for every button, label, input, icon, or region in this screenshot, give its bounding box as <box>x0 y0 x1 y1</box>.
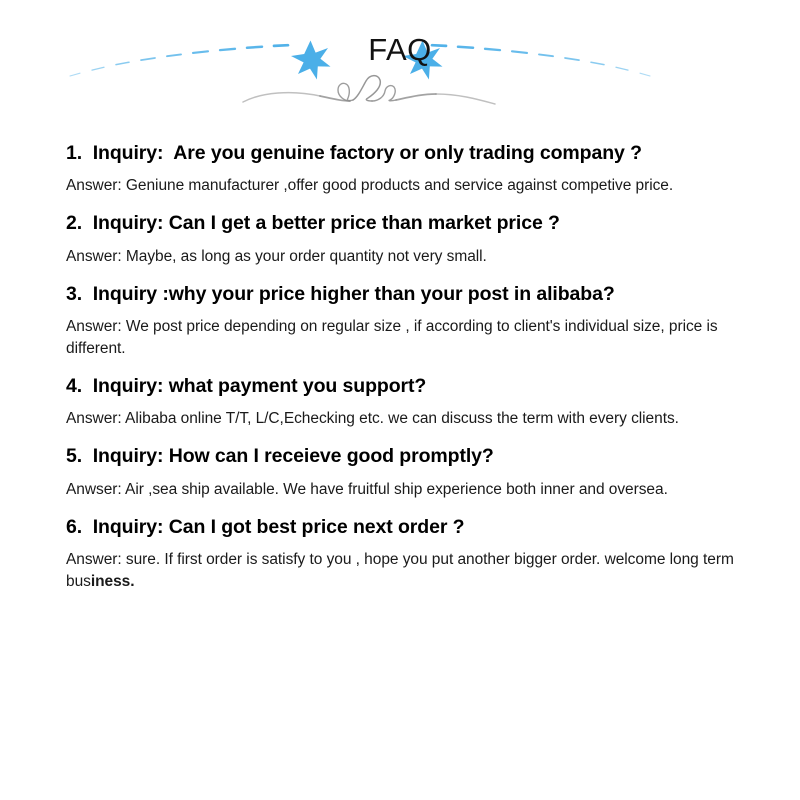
faq-list <box>66 140 756 606</box>
faq-question: 1. Inquiry: Are you genuine factory or only trading company ? <box>66 142 642 164</box>
faq-question: 2. Inquiry: Can I get a better price than market price ? <box>66 212 560 235</box>
faq-answer: Anwser: Air ,sea ship available. We have fruitful ship experience both inner and oversea. <box>66 480 668 498</box>
page-title: FAQ <box>368 32 432 67</box>
calligraphic-flourish-icon <box>243 76 495 104</box>
faq-answer-emphasis: iness. <box>90 572 135 590</box>
faq-header-banner <box>0 0 800 125</box>
faq-answer: Answer: Geniune manufacturer ,offer good products and service against competive price. <box>66 177 674 195</box>
faq-item <box>66 373 756 430</box>
faq-item <box>66 443 756 500</box>
faq-question: 4. Inquiry: what payment you support? <box>66 374 427 397</box>
faq-question: 3. Inquiry :why your price higher than your post in alibaba? <box>66 282 615 305</box>
faq-answer <box>66 549 756 593</box>
faq-item <box>66 281 756 360</box>
faq-answer: Answer: Maybe, as long as your order quantity not very small. <box>66 247 487 265</box>
faq-item <box>66 210 756 267</box>
faq-item <box>66 140 756 197</box>
faq-item <box>66 514 756 593</box>
faq-question: 6. Inquiry: Can I got best price next order ? <box>66 515 465 538</box>
faq-answer: Answer: We post price depending on regular size , if according to client's individual size, price is different. <box>66 317 718 357</box>
faq-question: 5. Inquiry: How can I receieve good promptly? <box>66 445 494 468</box>
faq-answer-text: Answer: sure. If first order is satisfy to you , hope you put another bigger order. welcome long term bus <box>66 550 734 590</box>
faq-answer: Answer: Alibaba online T/T, L/C,Echecking etc. we can discuss the term with every clients. <box>66 410 679 428</box>
